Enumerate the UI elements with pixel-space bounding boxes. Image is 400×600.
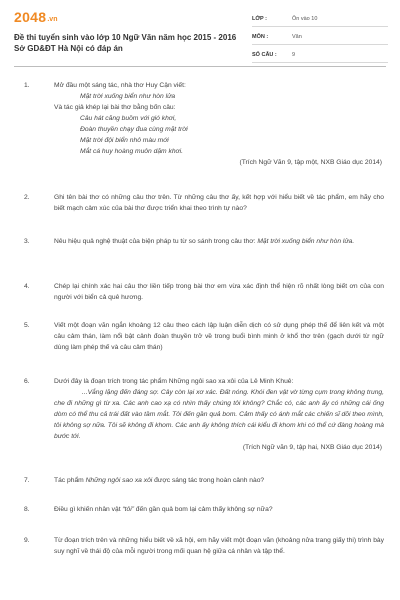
site-logo[interactable] xyxy=(14,10,57,24)
question-number: 4. xyxy=(24,283,30,290)
poem-line: Đoàn thuyền chạy đua cùng mặt trời xyxy=(80,126,188,133)
question-intro: Mở đầu một sáng tác, nhà thơ Huy Cận viết: xyxy=(54,82,186,89)
question-8 xyxy=(24,504,384,515)
logo-number: 2048 xyxy=(14,9,47,25)
question-number: 3. xyxy=(24,238,30,245)
text-after: đến gần quả bom lại cảm thấy không sợ nữa? xyxy=(133,506,273,513)
question-text xyxy=(54,475,384,486)
question-9 xyxy=(24,535,384,557)
source-citation: (Trích Ngữ văn 9, tập hai, NXB Giáo dục 2014) xyxy=(242,444,382,451)
question-4 xyxy=(24,281,384,303)
meta-key: LỚP : xyxy=(252,16,267,22)
question-6 xyxy=(24,376,384,453)
work-title: Những ngôi sao xa xôi xyxy=(85,477,153,484)
passage-text: ...Vắng lặng đến đáng sợ. Cây còn lại xơ xác. Đất nóng. Khói đen vật vờ từng cụm trong không trung, che đi những gì từ xa. Các anh cao xạ có nhìn thấy chúng tôi không? Chắc có, các anh ấy có những cái ống dòm có thể thu cả trái đất vào tầm mắt. Tôi đến gần quả bom. Cảm thấy có ánh mắt các chiến sĩ dõi theo mình, tôi không sợ nữa. Tôi sẽ không đi khom. Các anh ấy không thích cái kiểu đi khom khi có thể cứ đàng hoàng mà bước tới. xyxy=(54,389,384,440)
meta-value: Ôn vào 10 xyxy=(292,16,318,22)
exam-meta xyxy=(252,12,388,66)
question-7 xyxy=(24,475,384,486)
text-before: Tác phẩm xyxy=(54,477,86,484)
header-divider xyxy=(14,66,386,67)
meta-key: MÔN : xyxy=(252,34,269,40)
question-5 xyxy=(24,320,384,353)
question-number: 6. xyxy=(24,378,30,385)
question-number: 5. xyxy=(24,322,30,329)
question-number: 8. xyxy=(24,506,30,513)
poem-line: Mặt trời đội biển nhô màu mới xyxy=(80,137,169,144)
meta-value: Văn xyxy=(292,34,302,40)
quote-line: Mặt trời xuống biển như hòn lửa xyxy=(80,93,176,100)
meta-row-count xyxy=(252,48,388,63)
poem-line: Mắt cá huy hoàng muôn dặm khơi. xyxy=(80,148,183,155)
question-text: Từ đoạn trích trên và những hiểu biết về xã hội, em hãy viết một đoạn văn (khoảng nửa trang giấy thi) trình bày suy nghĩ về thái độ của mỗi người trong mối quan hệ giữa cá nhân và tập thể. xyxy=(54,537,384,555)
question-quote: Mặt trời xuống biển như hòn lửa. xyxy=(257,238,355,245)
question-number: 7. xyxy=(24,477,30,484)
exam-title: Đề thi tuyển sinh vào lớp 10 Ngữ Văn năm học 2015 - 2016 xyxy=(14,33,237,42)
question-intro: Dưới đây là đoạn trích trong tác phẩm Những ngôi sao xa xôi của Lê Minh Khuê: xyxy=(54,378,294,385)
question-1 xyxy=(24,80,384,168)
logo-suffix: .vn xyxy=(47,16,58,23)
question-number: 9. xyxy=(24,537,30,544)
meta-value: 9 xyxy=(292,52,296,58)
character-quote: “tôi” xyxy=(122,506,134,513)
meta-key: SỐ CÂU : xyxy=(252,52,277,58)
question-lead: Nêu hiệu quả nghệ thuật của biện pháp tu từ so sánh trong câu thơ: xyxy=(54,238,256,245)
meta-row-class xyxy=(252,12,388,27)
question-text: Ghi tên bài thơ có những câu thơ trên. Từ những câu thơ ấy, kết hợp với hiểu biết về tác phẩm, em hãy cho biết mạch cảm xúc của bài thơ được triển khai theo trình tự nào? xyxy=(54,194,384,212)
text-after: được sáng tác trong hoàn cảnh nào? xyxy=(152,477,265,484)
meta-row-subject xyxy=(252,30,388,45)
question-number: 2. xyxy=(24,194,30,201)
question-text: Viết một đoạn văn ngắn khoảng 12 câu theo cách lập luận diễn dịch có sử dụng phép thế để liên kết và một câu cảm thán, làm nổi bật cảnh đoàn thuyền trở về trong buổi bình minh ở khổ thơ trên (gạch dưới từ ngữ dùng làm phép thế và câu cảm thán) xyxy=(54,322,384,351)
question-3 xyxy=(24,236,384,247)
source-citation: (Trích Ngữ Văn 9, tập một, NXB Giáo dục 2014) xyxy=(239,159,382,166)
question-number: 1. xyxy=(24,82,30,89)
question-text: Chép lại chính xác hai câu thơ liền tiếp trong bài thơ em vừa xác định thể hiện rõ nhất lòng biết ơn của con người với biển cả quê hương. xyxy=(54,283,384,301)
question-text xyxy=(54,236,384,247)
text-before: Điều gì khiến nhân vật xyxy=(54,506,123,513)
question-2 xyxy=(24,192,384,214)
exam-subtitle: Sở GD&ĐT Hà Nội có đáp án xyxy=(14,44,123,53)
poem-line: Câu hát căng buồm với gió khơi, xyxy=(80,115,177,122)
question-text xyxy=(54,504,384,515)
question-text: Và tác giả khép lại bài thơ bằng bốn câu: xyxy=(54,104,176,111)
